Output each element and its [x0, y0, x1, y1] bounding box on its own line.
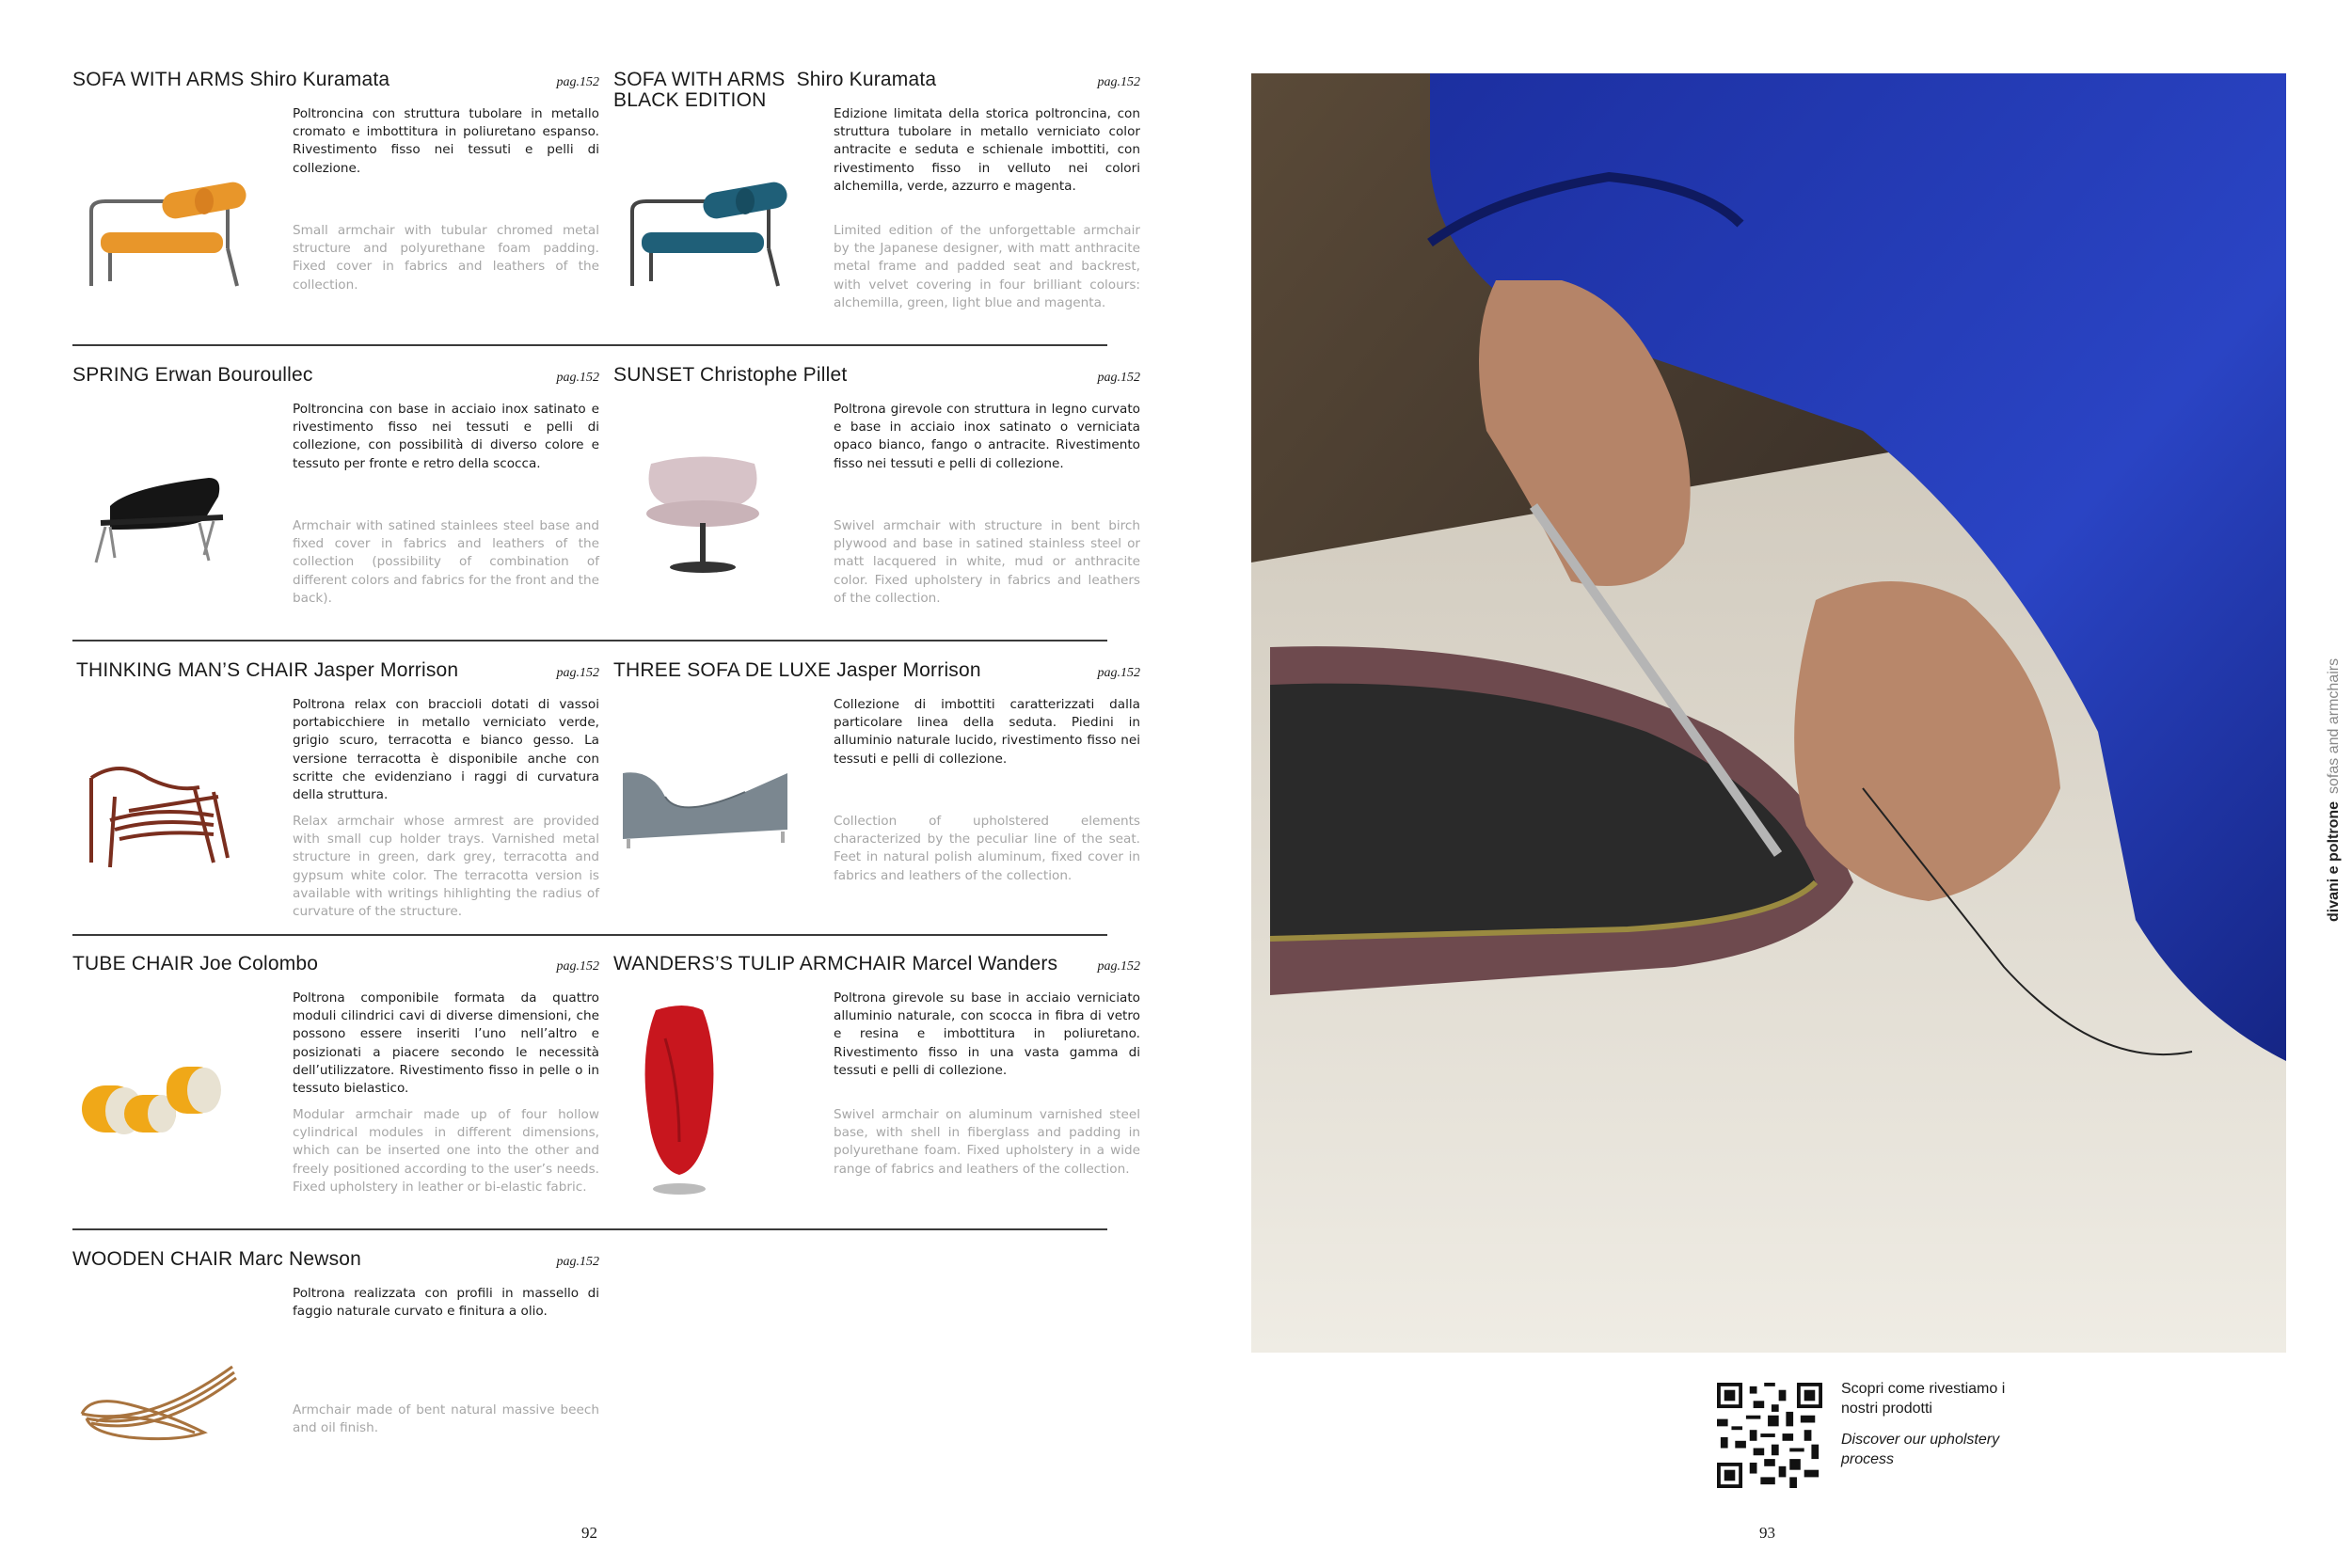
italian-description: Collezione di imbottiti caratterizzati dalla particolare linea della seduta. Piedini in alluminio naturale lucido, rivestimento fisso nei tessuti e pelli di collezione.	[834, 697, 1140, 767]
product-title	[613, 365, 847, 386]
product-name: SUNSET	[613, 364, 694, 386]
english-description: Limited edition of the unforgettable armchair by the Japanese designer, with matt anthracite metal frame and padded seat and backrest, with velvet covering in four brilliant colours: alchemilla, green, light blue and magenta.	[834, 223, 1140, 310]
italian-description: Edizione limitata della storica poltroncina, con struttura tubolare in metallo verniciato color antracite e seduta e schienale imbottiti, con rivestimento fisso in velluto nei colori alchemilla, verde, azzurro e magenta.	[834, 106, 1140, 194]
three-sofa-de-luxe-image	[613, 754, 820, 895]
wooden-chair-image	[72, 1338, 279, 1480]
english-description: Swivel armchair with structure in bent birch plywood and base in satined stainless steel or matt lacquered in white, mud or anthracite color. Fixed upholstery in fabrics and leathers of the collection.	[834, 518, 1140, 606]
english-description: Relax armchair whose armrest are provided with small cup holder trays. Varnished metal structure in green, dark grey, terracotta and gypsum white color. The terracotta version is available with writings hihlighting the radius of curvature of the structure.	[293, 814, 599, 920]
page-reference: pag.152	[556, 666, 599, 680]
side-label-english: sofas and armchairs	[2326, 657, 2342, 794]
english-description: Collection of upholstered elements characterized by the peculiar line of the seat. Feet in natural polish aluminum, fixed cover in fabrics and leathers of the collection.	[834, 814, 1140, 883]
designer-name: Jasper Morrison	[836, 659, 981, 681]
product-title	[72, 365, 313, 386]
thinking-mans-chair-image	[72, 740, 279, 881]
page-reference: pag.152	[1097, 666, 1140, 680]
designer-name: Joe Colombo	[199, 953, 319, 974]
upholstery-photo	[1251, 73, 2286, 1353]
product-entry-wooden-chair	[72, 1249, 599, 1531]
product-title	[613, 660, 981, 681]
product-title	[72, 954, 318, 974]
english-description: Small armchair with tubular chromed metal structure and polyurethane foam padding. Fixed cover in fabrics and leathers of the collection.	[293, 223, 599, 293]
spring-chair-image	[72, 450, 279, 591]
product-name: TUBE CHAIR	[72, 953, 195, 974]
italian-description: Poltrona relax con braccioli dotati di vassoi portabicchiere in metallo verniciato verde, grigio scuro, terracotta e bianco gesso. La versione terracotta è disponibile anche con scritte che evidenziano i raggi di curvatura della struttura.	[293, 697, 599, 803]
product-entry-sunset	[613, 365, 1140, 647]
sunset-chair-image	[613, 440, 820, 581]
page-reference: pag.152	[556, 371, 599, 385]
italian-description: Poltrona realizzata con profili in massello di faggio naturale curvato e finitura a olio.	[293, 1286, 599, 1320]
product-entry-three-sofa-de-luxe	[613, 660, 1140, 942]
product-edition: BLACK EDITION	[613, 89, 767, 112]
qr-caption-italian: Scopri come rivestiamo i nostri prodotti	[1841, 1381, 2006, 1417]
side-section-label	[2326, 658, 2343, 922]
english-description: Swivel armchair on aluminum varnished steel base, with shell in fiberglass and padding in polyurethane foam. Fixed upholstery in a wide range of fabrics and leathers of the collection.	[834, 1107, 1140, 1177]
designer-name: Shiro Kuramata	[249, 69, 390, 90]
product-name: SPRING	[72, 364, 150, 386]
tulip-armchair-image	[613, 1001, 820, 1208]
english-description: Armchair made of bent natural massive beech and oil finish.	[293, 1402, 599, 1436]
italian-description: Poltroncina con struttura tubolare in metallo cromato e imbottitura in poliuretano espanso. Rivestimento fisso nei tessuti e pelli di collezione.	[293, 106, 599, 176]
italian-description: Poltrona componibile formata da quattro moduli cilindrici cavi di diverse dimensioni, che possono essere inseriti l’uno nell’altro e posizionati a piacere secondo le necessità dell’utilizzatore. Rivestimento fisso in pelle o in tessuto bielastico.	[293, 990, 599, 1097]
italian-description: Poltroncina con base in acciaio inox satinato e rivestimento fisso nei tessuti e pelli di collezione, con possibilità di diverso colore e tessuto per fronte e retro della scocca.	[293, 402, 599, 471]
page-reference: pag.152	[556, 75, 599, 89]
divider	[72, 1228, 1107, 1230]
product-name: THINKING MAN’S CHAIR	[76, 659, 309, 681]
product-name: WANDERS’S TULIP ARMCHAIR	[613, 953, 907, 974]
page-reference: pag.152	[556, 959, 599, 974]
product-entry-sofa-with-arms	[72, 70, 599, 352]
divider	[72, 640, 1107, 641]
page-number: 93	[1759, 1524, 1775, 1542]
product-name: SOFA WITH ARMS	[613, 69, 786, 90]
product-title	[76, 660, 458, 681]
product-name: THREE SOFA DE LUXE	[613, 659, 832, 681]
divider	[72, 344, 1107, 346]
product-entry-wanderss-tulip-armchair	[613, 954, 1140, 1236]
designer-name: Christophe Pillet	[700, 364, 848, 386]
italian-description: Poltrona girevole con struttura in legno curvato e base in acciaio inox satinato o verniciata opaco bianco, fango o antracite. Rivestimento fisso nei tessuti e pelli di collezione.	[834, 402, 1140, 471]
sofa-with-arms-image	[72, 159, 279, 300]
page-reference: pag.152	[1097, 371, 1140, 385]
designer-name: Erwan Bouroullec	[154, 364, 313, 386]
product-title	[613, 954, 1057, 974]
product-title	[72, 70, 389, 90]
qr-code[interactable]	[1717, 1383, 1822, 1488]
divider	[72, 934, 1107, 936]
designer-name: Jasper Morrison	[313, 659, 459, 681]
side-label-italian: divani e poltrone	[2326, 800, 2342, 922]
qr-caption-english: Discover our upholstery process	[1841, 1432, 2000, 1467]
product-name: SOFA WITH ARMS	[72, 69, 245, 90]
page-reference: pag.152	[1097, 959, 1140, 974]
product-title	[72, 1249, 361, 1270]
page-number: 92	[581, 1524, 597, 1542]
product-entry-tube-chair	[72, 954, 599, 1236]
english-description: Armchair with satined stainlees steel base and fixed cover in fabrics and leathers of the collection (possibility of combination of different colors and fabrics for the front and the back).	[293, 518, 599, 606]
product-entry-sofa-with-arms-black-edition	[613, 70, 1140, 352]
qr-caption	[1841, 1379, 2029, 1469]
product-name: WOODEN CHAIR	[72, 1248, 233, 1270]
tube-chair-image	[72, 1043, 279, 1184]
page-reference: pag.152	[1097, 75, 1140, 89]
product-entry-thinking-mans-chair	[72, 660, 599, 942]
page-reference: pag.152	[556, 1255, 599, 1269]
designer-name: Marcel Wanders	[912, 953, 1058, 974]
italian-description: Poltrona girevole su base in acciaio verniciato alluminio naturale, con scocca in fibra di vetro e resina e imbottitura in poliuretano. Rivestimento fisso in una vasta gamma di tessuti e pelli di collezione.	[834, 990, 1140, 1078]
designer-name: Marc Newson	[238, 1248, 362, 1270]
designer-name: Shiro Kuramata	[796, 69, 937, 90]
english-description: Modular armchair made up of four hollow cylindrical modules in different dimensions, which can be inserted one into the other and freely positioned according to the user’s needs. Fixed upholstery in leather or bi-elastic fabric.	[293, 1107, 599, 1195]
right-page	[1176, 0, 2352, 1568]
product-entry-spring	[72, 365, 599, 647]
sofa-with-arms-black-edition-image	[613, 159, 820, 300]
